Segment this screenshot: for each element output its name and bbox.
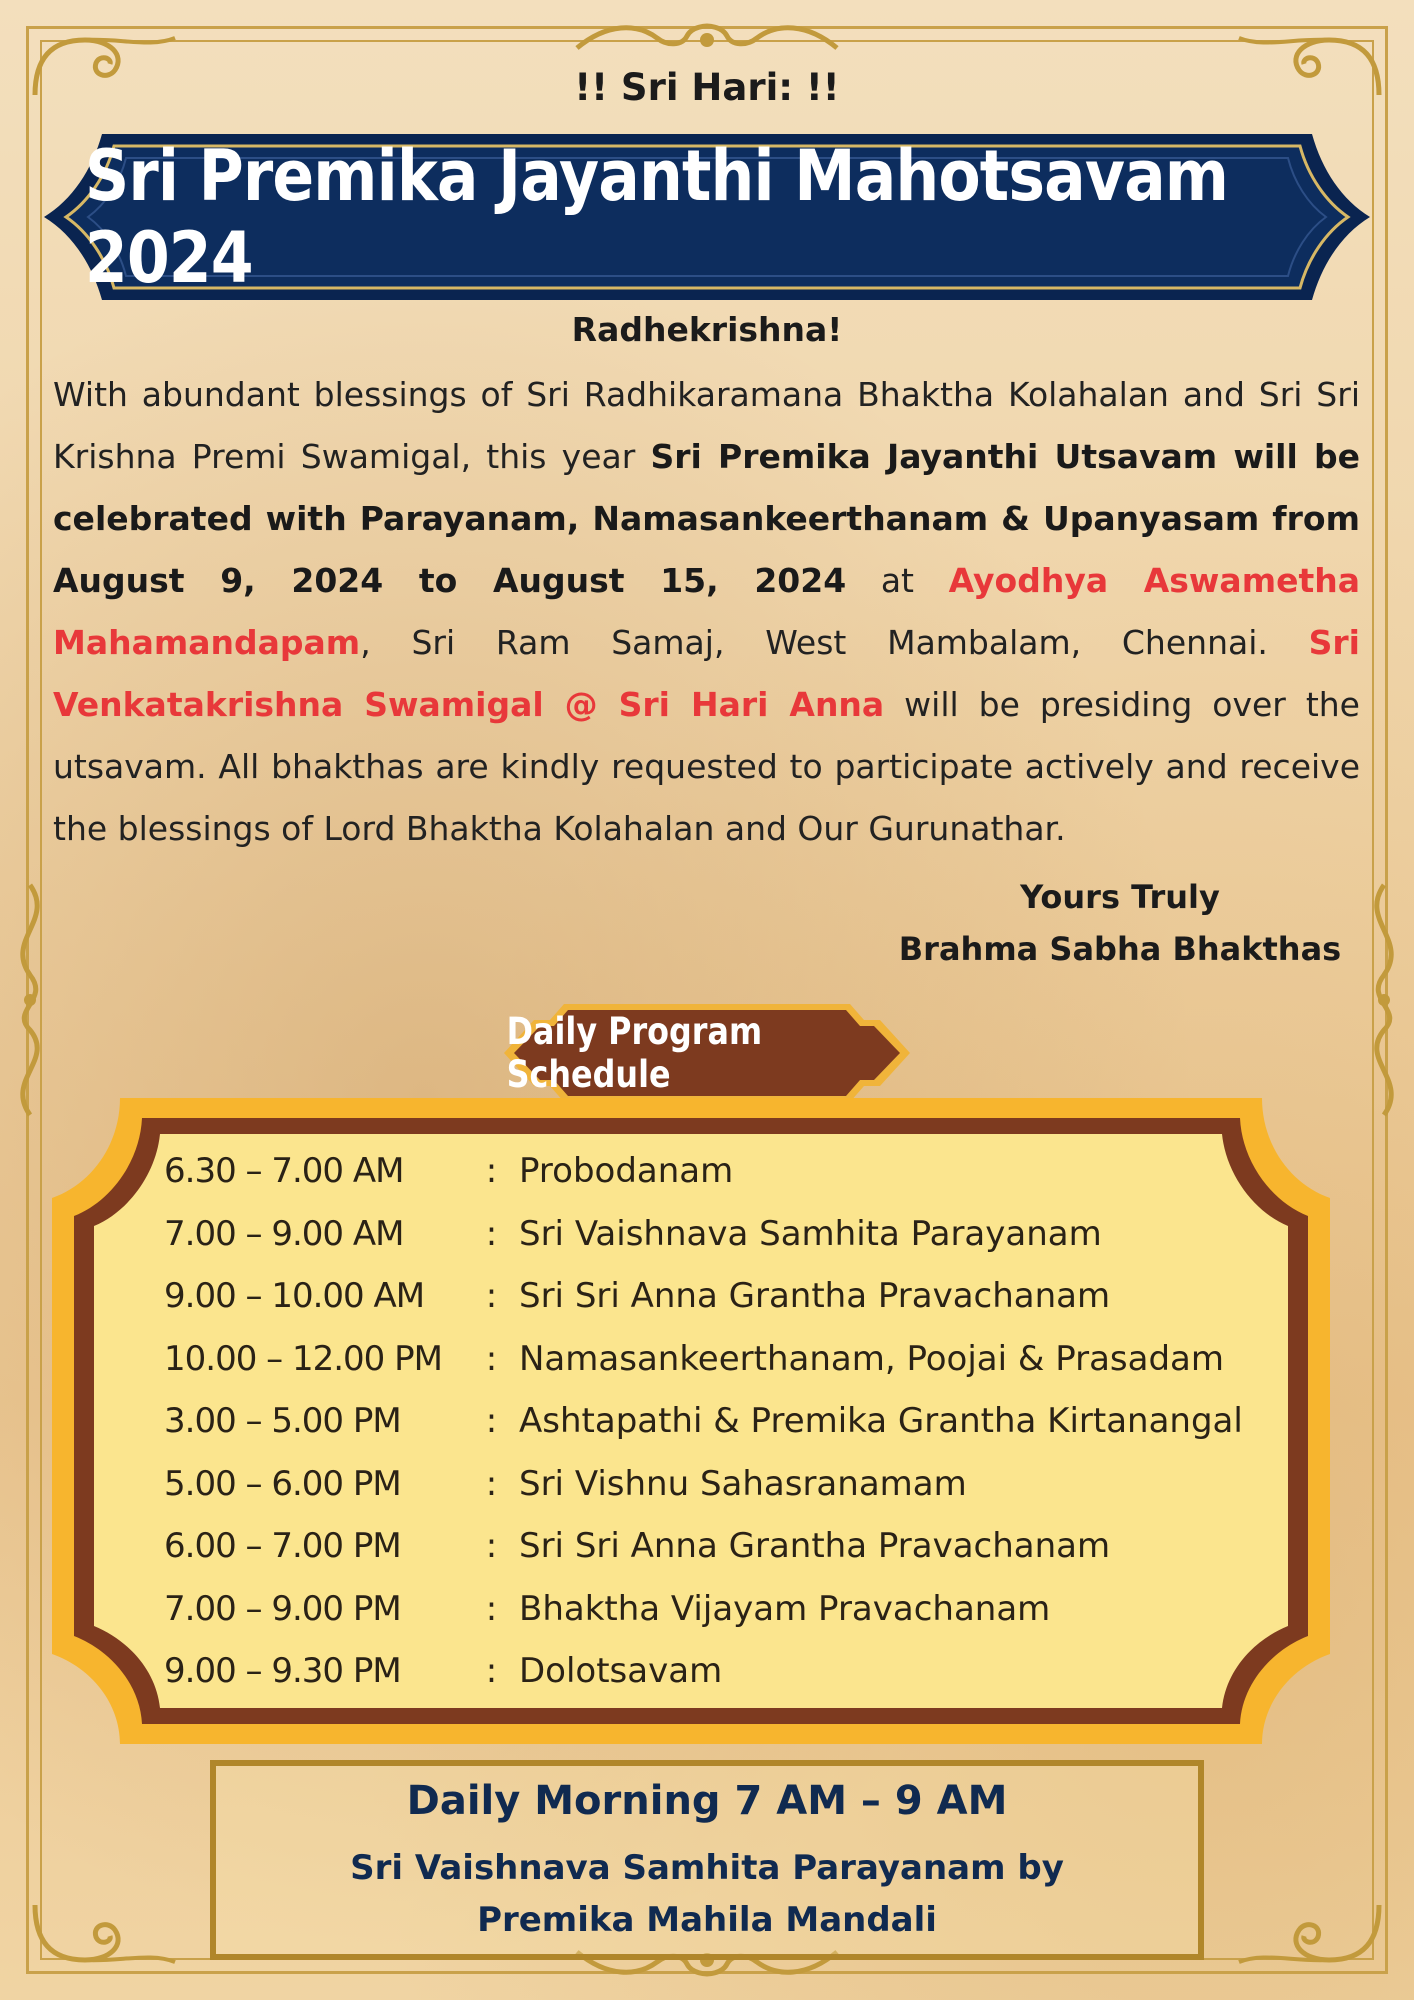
schedule-separator: : bbox=[485, 1276, 498, 1317]
schedule-row bbox=[164, 1453, 1274, 1516]
schedule-row bbox=[164, 1640, 1274, 1703]
schedule-heading: Daily Program Schedule bbox=[506, 1010, 763, 1096]
schedule-event: Probodanam bbox=[519, 1151, 734, 1192]
footer-timing: Daily Morning 7 AM – 9 AM bbox=[406, 1778, 1008, 1824]
schedule-row bbox=[164, 1578, 1274, 1641]
schedule-separator: : bbox=[485, 1588, 498, 1629]
schedule-time: 9.00 – 10.00 AM bbox=[164, 1276, 425, 1317]
schedule-separator: : bbox=[485, 1338, 498, 1379]
schedule-list bbox=[164, 1140, 1274, 1703]
schedule-row bbox=[164, 1203, 1274, 1266]
schedule-time: 6.30 – 7.00 AM bbox=[164, 1151, 404, 1192]
footer-program-line: Sri Vaishnava Samhita Parayanam by bbox=[350, 1848, 1064, 1888]
presider-highlight: Sri Venkatakrishna Swamigal @ Sri Hari Anna bbox=[53, 623, 1360, 724]
schedule-separator: : bbox=[485, 1463, 498, 1504]
schedule-time: 6.00 – 7.00 PM bbox=[164, 1526, 401, 1567]
schedule-time: 7.00 – 9.00 AM bbox=[164, 1213, 404, 1254]
schedule-event: Namasankeerthanam, Poojai & Prasadam bbox=[519, 1338, 1225, 1379]
para-text-1: With abundant blessings of Sri Radhikaramana Bhaktha Kolahalan and Sri Sri Krishna Premi Swamigal, this year bbox=[53, 375, 1360, 476]
schedule-event: Sri Sri Anna Grantha Pravachanam bbox=[519, 1276, 1111, 1317]
footer-organizer-line: Premika Mahila Mandali bbox=[477, 1900, 937, 1940]
para-text-2: at bbox=[846, 561, 949, 600]
schedule-time: 10.00 – 12.00 PM bbox=[164, 1338, 442, 1379]
schedule-event: Sri Vaishnava Samhita Parayanam bbox=[519, 1213, 1102, 1254]
para-text-3: , Sri Ram Samaj, West Mambalam, Chennai. bbox=[360, 623, 1309, 662]
schedule-separator: : bbox=[485, 1526, 498, 1567]
signature-name: Brahma Sabha Bhakthas bbox=[898, 930, 1342, 968]
schedule-separator: : bbox=[485, 1213, 498, 1254]
schedule-event: Ashtapathi & Premika Grantha Kirtanangal bbox=[519, 1401, 1243, 1442]
venue-highlight: Ayodhya Aswametha Mahamandapam bbox=[53, 561, 1360, 662]
schedule-time: 3.00 – 5.00 PM bbox=[164, 1401, 401, 1442]
side-flourish-icon bbox=[1354, 880, 1414, 1120]
schedule-separator: : bbox=[485, 1651, 498, 1692]
schedule-row bbox=[164, 1515, 1274, 1578]
schedule-time: 9.00 – 9.30 PM bbox=[164, 1651, 401, 1692]
page-title: Sri Premika Jayanthi Mahotsavam 2024 bbox=[84, 135, 1229, 299]
schedule-row bbox=[164, 1265, 1274, 1328]
schedule-time: 5.00 – 6.00 PM bbox=[164, 1463, 401, 1504]
top-center-flourish-icon bbox=[567, 18, 847, 58]
schedule-row bbox=[164, 1390, 1274, 1453]
schedule-event: Sri Vishnu Sahasranamam bbox=[519, 1463, 967, 1504]
invocation-text: !! Sri Hari: !! bbox=[574, 66, 840, 109]
footer-program bbox=[0, 1842, 1414, 1946]
schedule-event: Dolotsavam bbox=[519, 1651, 723, 1692]
schedule-row bbox=[164, 1328, 1274, 1391]
schedule-event: Bhaktha Vijayam Pravachanam bbox=[519, 1588, 1051, 1629]
schedule-row bbox=[164, 1140, 1274, 1203]
schedule-separator: : bbox=[485, 1151, 498, 1192]
schedule-event: Sri Sri Anna Grantha Pravachanam bbox=[519, 1526, 1111, 1567]
invitation-paragraph bbox=[53, 364, 1360, 860]
schedule-time: 7.00 – 9.00 PM bbox=[164, 1588, 401, 1629]
para-text-4: will be presiding over the utsavam. All bhakthas are kindly requested to participate actively and receive the blessings of Lord Bhaktha Kolahalan and Our Gurunathar. bbox=[53, 685, 1360, 848]
signature-closing: Yours Truly bbox=[1020, 878, 1220, 916]
event-details-bold: Sri Premika Jayanthi Utsavam will be celebrated with Parayanam, Namasankeerthanam & Upanyasam from August 9, 2024 to August 15, 2024 bbox=[53, 437, 1360, 600]
greeting-text: Radhekrishna! bbox=[571, 310, 843, 349]
side-flourish-icon bbox=[0, 880, 60, 1120]
schedule-separator: : bbox=[485, 1401, 498, 1442]
